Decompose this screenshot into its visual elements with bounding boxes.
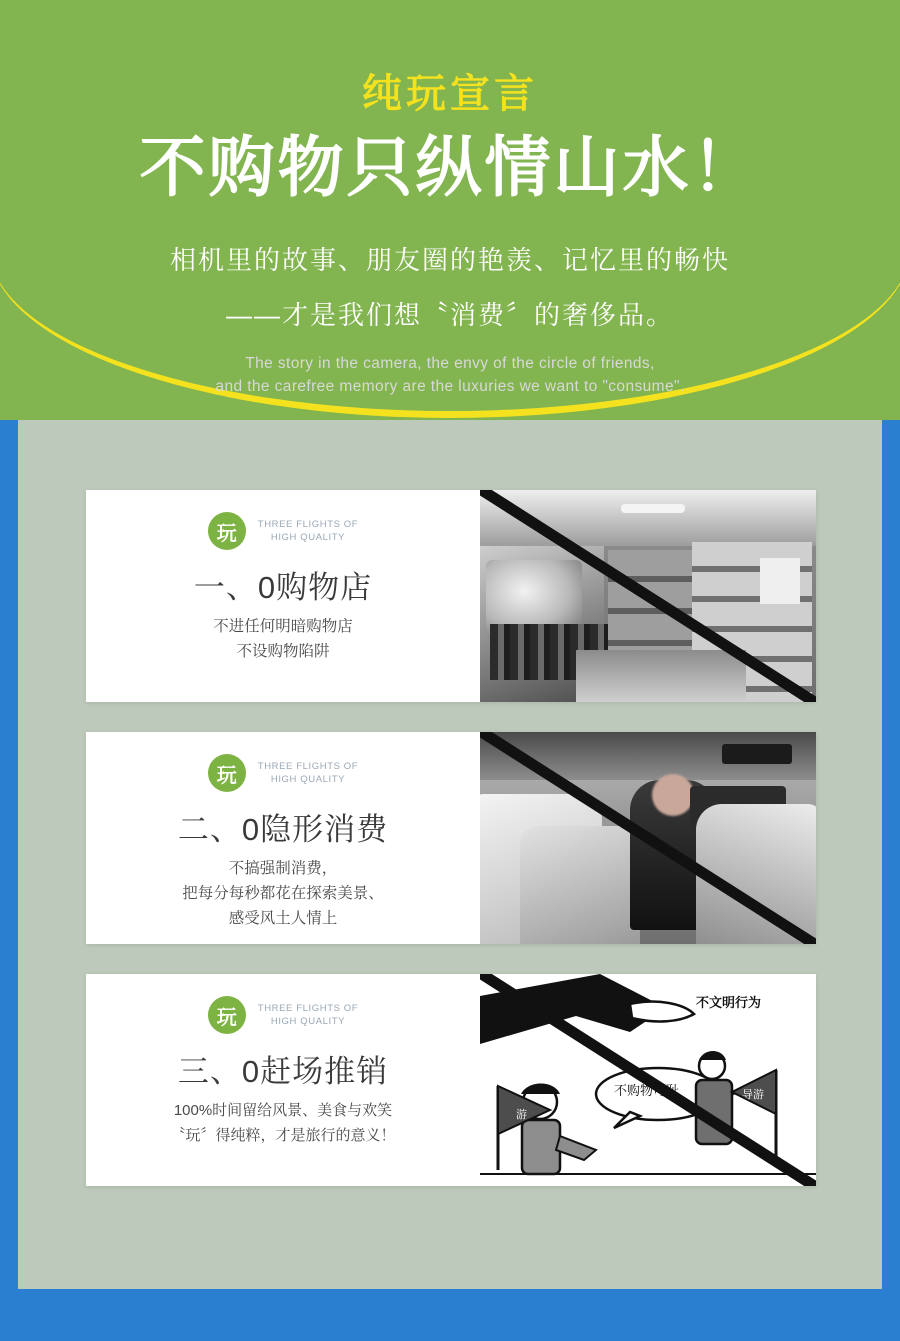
card-3-description — [86, 1098, 480, 1148]
promise-card-1 — [86, 490, 816, 702]
badge-english-line-1: THREE FLIGHTS OF — [257, 1003, 359, 1014]
card-2-desc-line-3: 感受风土人情上 — [228, 910, 338, 927]
header-english-line-1: The story in the camera, the envy of the circle of friends, — [245, 355, 655, 372]
card-1-badge-row — [86, 512, 480, 550]
card-2-description — [86, 856, 480, 931]
header-subline-2: ——才是我们想〝消费〞的奢侈品。 — [225, 300, 674, 330]
card-1-text-panel — [86, 490, 480, 702]
card-3-badge-row — [86, 996, 480, 1034]
card-3-desc-line-2: 〝玩〞得纯粹，才是旅行的意义！ — [170, 1127, 396, 1144]
wan-badge-icon: 玩 — [208, 512, 246, 550]
poster-bottom-strip — [0, 1289, 900, 1341]
badge-english-line-1: THREE FLIGHTS OF — [257, 519, 359, 530]
promise-card-2 — [86, 732, 816, 944]
badge-english-line-1: THREE FLIGHTS OF — [257, 761, 359, 772]
card-1-title: 一、0购物店 — [193, 570, 373, 605]
wan-badge-icon: 玩 — [208, 996, 246, 1034]
photo-1-display-box — [760, 558, 800, 604]
badge-english-line-2: HIGH QUALITY — [270, 532, 346, 543]
card-2-badge-row — [86, 754, 480, 792]
photo-1-floor — [576, 650, 746, 702]
card-1-description — [86, 614, 480, 664]
photo-2-second-seat — [520, 826, 640, 944]
header-headline: 不购物只纵情山水！ — [139, 130, 761, 204]
wan-badge-icon: 玩 — [208, 754, 246, 792]
card-3-title: 三、0赶场推销 — [177, 1054, 389, 1089]
card-2-title: 二、0隐形消费 — [177, 812, 389, 847]
svg-text:游: 游 — [516, 1108, 527, 1121]
card-1-badge-english — [258, 518, 358, 544]
poster-header — [0, 0, 900, 420]
header-english-text — [0, 352, 900, 398]
card-3-text-panel — [86, 974, 480, 1186]
card-2-badge-english — [258, 760, 358, 786]
card-1-desc-line-1: 不进任何明暗购物店 — [213, 618, 353, 635]
card-2-desc-line-1: 不搞强制消费， — [228, 860, 338, 877]
header-subline-1: 相机里的故事、朋友圈的艳羡、记忆里的畅快 — [169, 245, 730, 275]
card-1-desc-line-2: 不设购物陷阱 — [236, 643, 330, 660]
svg-text:导游: 导游 — [742, 1088, 764, 1101]
header-english-line-2: and the carefree memory are the luxuries we want to "consume". — [215, 378, 685, 395]
card-1-photo — [480, 490, 816, 702]
card-2-text-panel — [86, 732, 480, 944]
card-3-desc-line-1: 100%时间留给风景、美食与欢笑 — [173, 1102, 393, 1119]
header-eyebrow: 纯玩宣言 — [362, 72, 538, 116]
card-2-photo — [480, 732, 816, 944]
badge-english-line-2: HIGH QUALITY — [270, 774, 346, 785]
cartoon-label-shameful: 不购物可耻 — [614, 1083, 680, 1098]
promise-card-3 — [86, 974, 816, 1186]
cartoon-label-uncivilized: 不文明行为 — [696, 995, 762, 1010]
card-3-photo — [480, 974, 816, 1186]
card-2-desc-line-2: 把每分每秒都花在探索美景、 — [182, 885, 384, 902]
badge-english-line-2: HIGH QUALITY — [270, 1016, 346, 1027]
card-3-badge-english — [258, 1002, 358, 1028]
